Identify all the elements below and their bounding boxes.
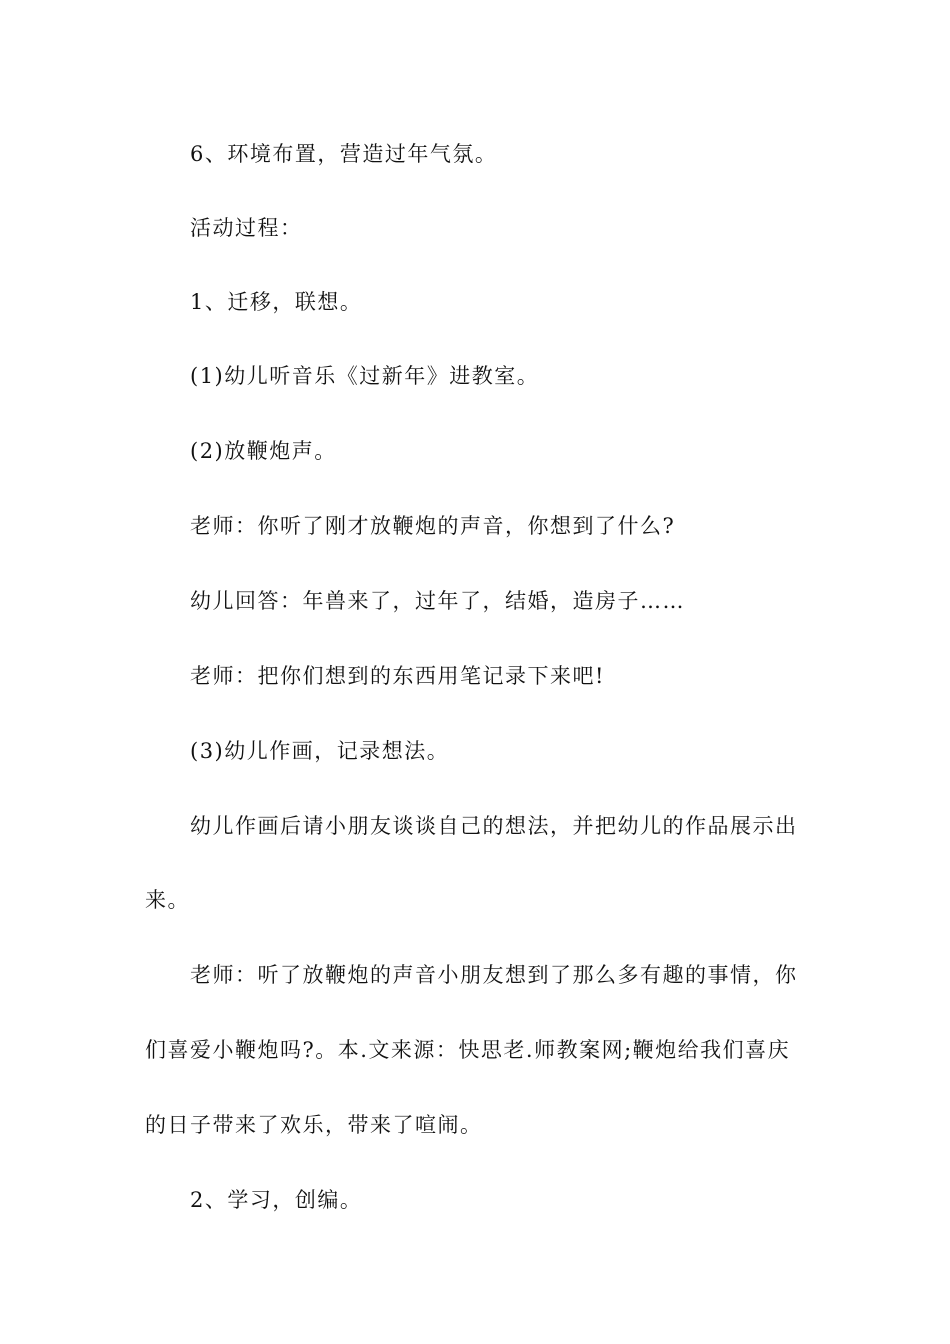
teacher-remark-line-1: 老师：听了放鞭炮的声音小朋友想到了那么多有趣的事情，你 (190, 963, 798, 987)
teacher-remark-line-2: 们喜爱小鞭炮吗?。本.文来源：快思老.师教案网;鞭炮给我们喜庆 (145, 1038, 791, 1062)
teacher-instruction: 老师：把你们想到的东西用笔记录下来吧! (190, 664, 605, 688)
paragraph-drawing-line-2: 来。 (145, 888, 190, 912)
substep-2: (2)放鞭炮声。 (190, 439, 337, 463)
paragraph-environment-setup: 6、环境布置，营造过年气氛。 (190, 142, 498, 166)
teacher-question: 老师：你听了刚才放鞭炮的声音，你想到了什么? (190, 514, 676, 538)
teacher-remark-line-3: 的日子带来了欢乐，带来了喧闹。 (145, 1113, 483, 1137)
children-answer: 幼儿回答：年兽来了，过年了，结婚，造房子…… (190, 589, 685, 613)
substep-3: (3)幼儿作画，记录想法。 (190, 739, 450, 763)
step-2-heading: 2、学习，创编。 (190, 1188, 363, 1212)
heading-activity-process: 活动过程： (190, 216, 303, 240)
substep-1: (1)幼儿听音乐《过新年》进教室。 (190, 364, 540, 388)
paragraph-drawing-line-1: 幼儿作画后请小朋友谈谈自己的想法，并把幼儿的作品展示出 (190, 814, 798, 838)
step-1-heading: 1、迁移，联想。 (190, 290, 363, 314)
